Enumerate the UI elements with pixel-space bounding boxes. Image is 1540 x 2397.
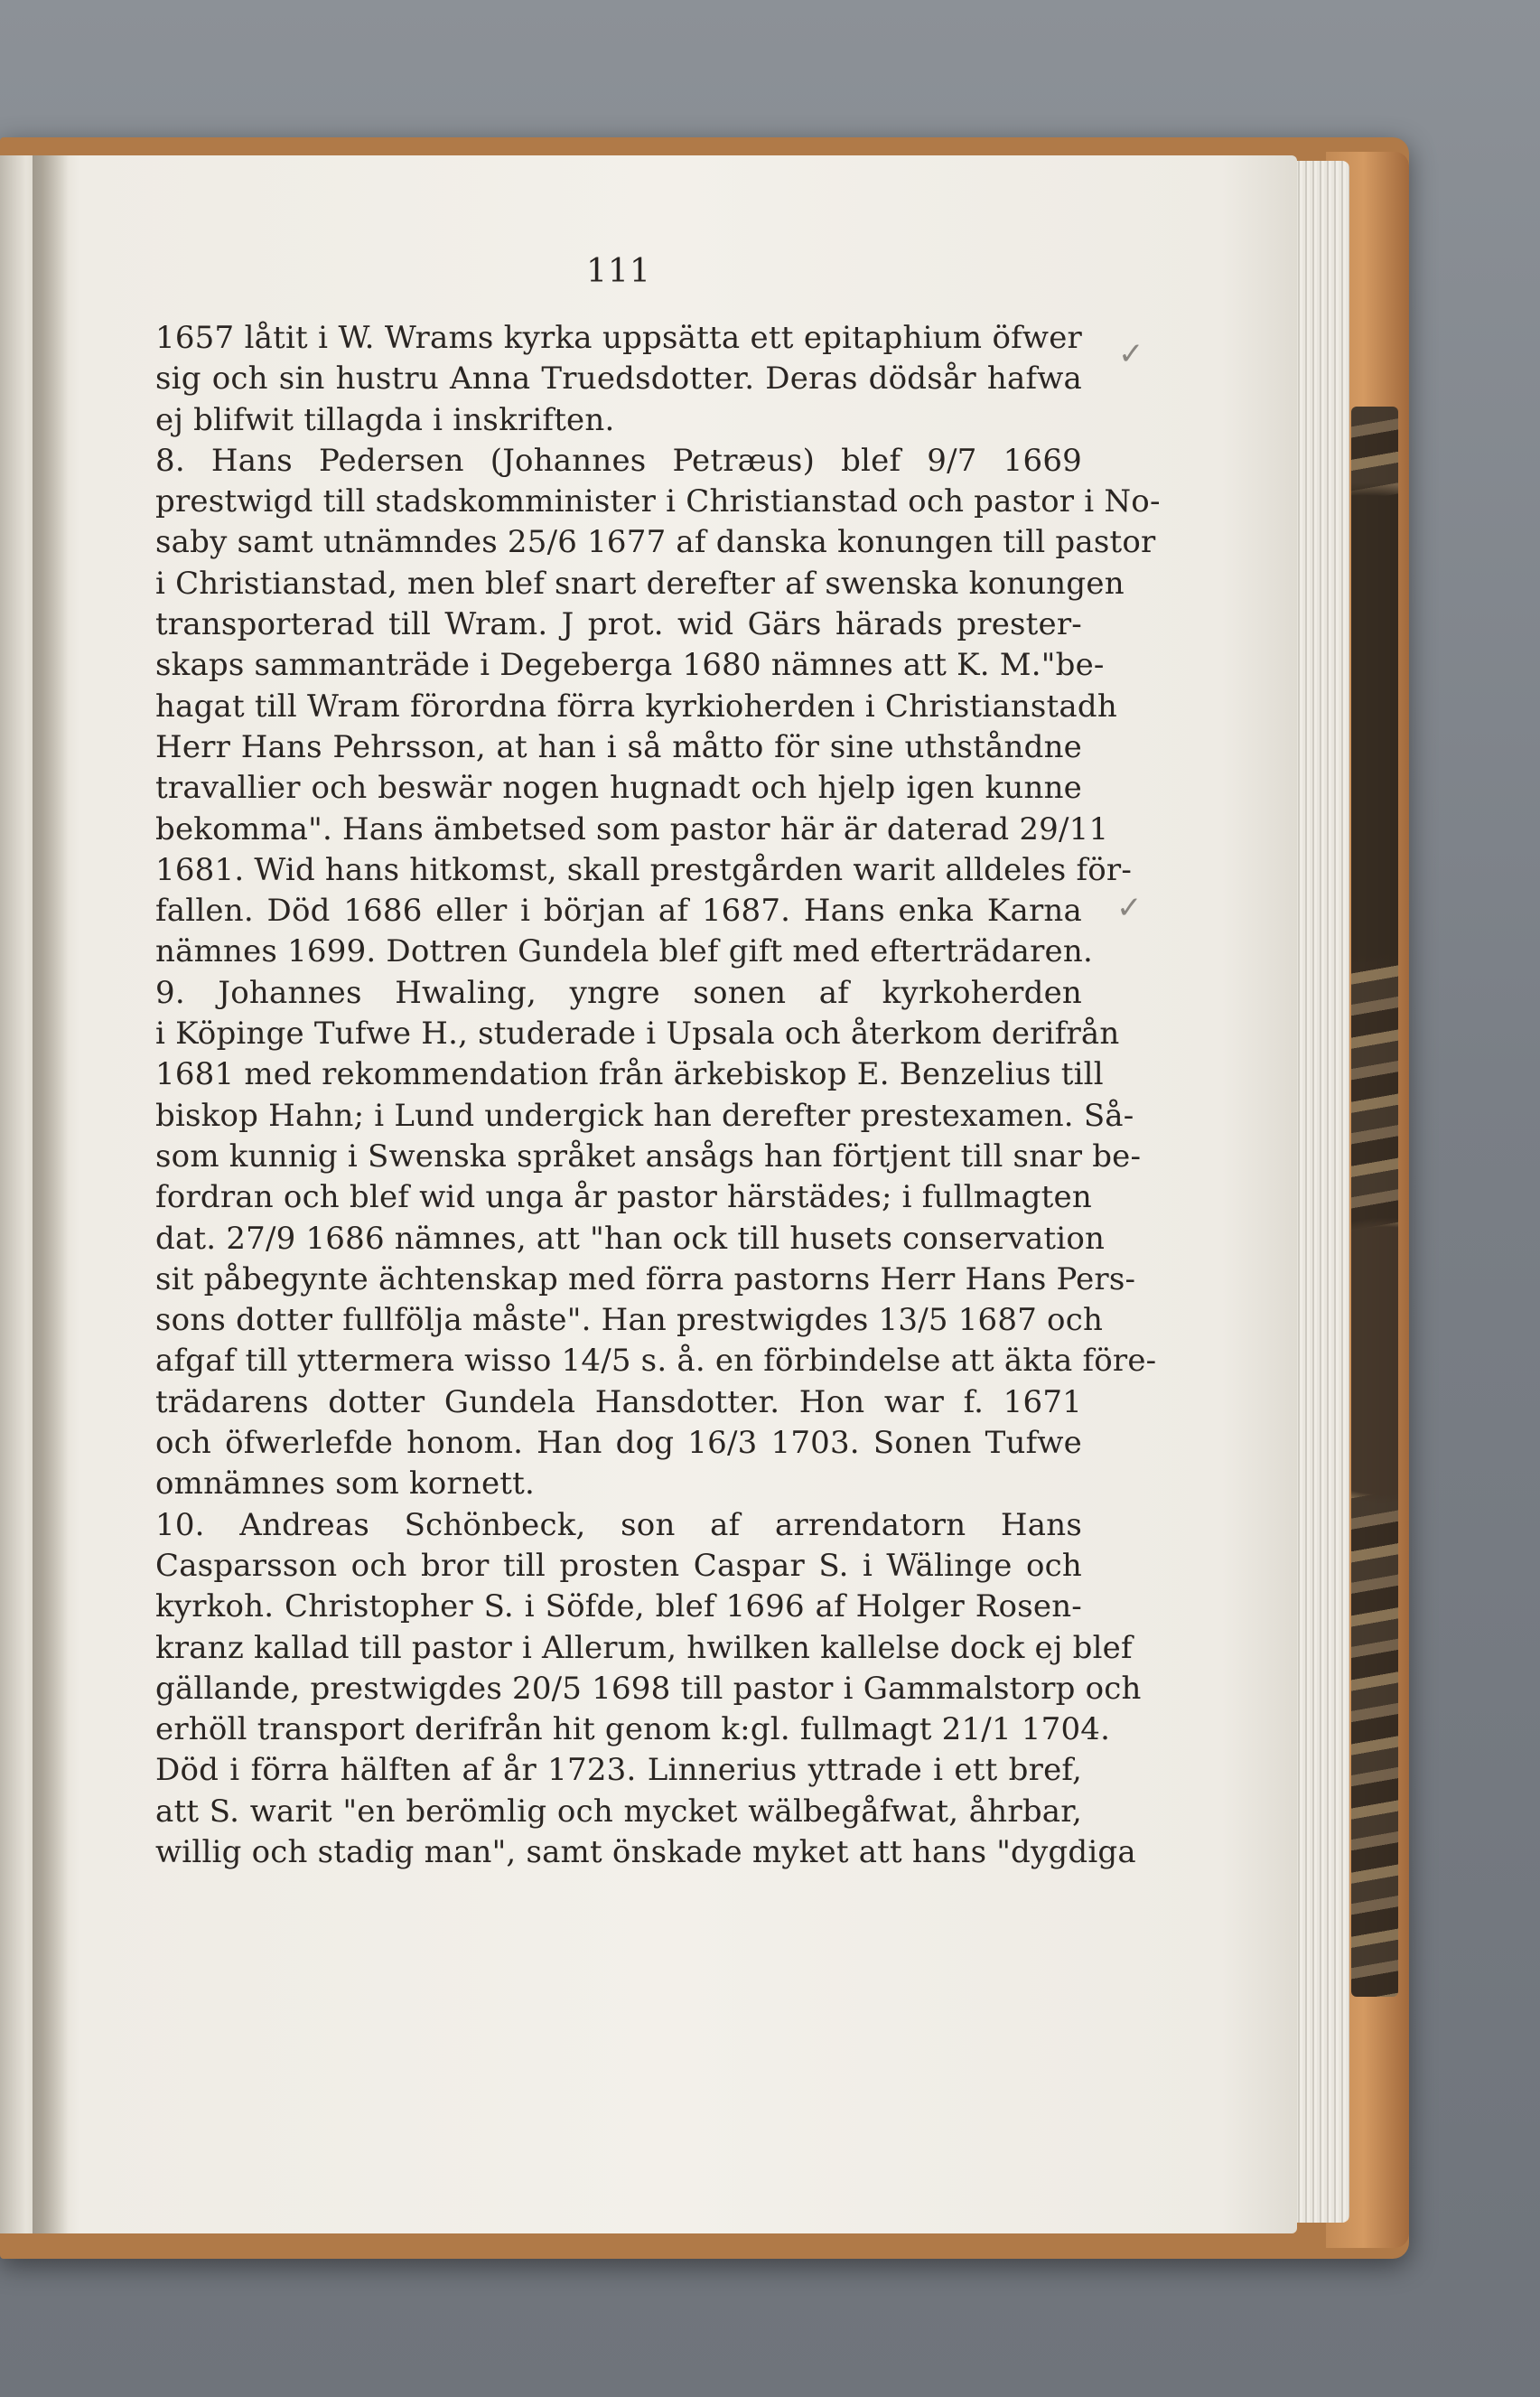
text-line: nämnes 1699. Dottren Gundela blef gift med efterträdaren. bbox=[155, 933, 1093, 970]
spine-shadow bbox=[33, 155, 69, 2233]
text-line: i Christianstad, men blef snart derefter af swenska konungen bbox=[155, 565, 1125, 602]
text-line: saby samt utnämndes 25/6 1677 af danska konungen till pastor bbox=[155, 524, 1156, 561]
text-line: skaps sammanträde i Degeberga 1680 nämnes att K. M."be- bbox=[155, 647, 1105, 684]
text-line: dat. 27/9 1686 nämnes, att "han ock till husets conservation bbox=[155, 1220, 1106, 1257]
text-line: hagat till Wram förordna förra kyrkioherden i Christianstadh bbox=[155, 688, 1117, 725]
text-line: och öfwerlefde honom. Han dog 16/3 1703. Sonen Tufwe bbox=[155, 1425, 1082, 1462]
text-line: prestwigd till stadskomminister i Christianstad och pastor i No- bbox=[155, 483, 1161, 520]
pencil-check-mark: ✓ bbox=[1118, 336, 1144, 372]
text-line: som kunnig i Swenska språket ansågs han förtjent till snar be- bbox=[155, 1138, 1142, 1175]
text-line: 1657 låtit i W. Wrams kyrka uppsätta ett epitaphium öfwer bbox=[155, 320, 1082, 356]
text-line: afgaf till yttermera wisso 14/5 s. å. en förbindelse att äkta före- bbox=[155, 1343, 1157, 1380]
text-line: trädarens dotter Gundela Hansdotter. Hon war f. 1671 bbox=[155, 1383, 1082, 1420]
entry-heading-10: 10. Andreas Schönbeck, son af arrendatorn Hans bbox=[155, 1506, 1082, 1543]
text-line: biskop Hahn; i Lund undergick han derefter prestexamen. Så- bbox=[155, 1097, 1134, 1134]
text-line: Död i förra hälften af år 1723. Linnerius yttrade i ett bref, bbox=[155, 1752, 1082, 1789]
text-line: kranz kallad till pastor i Allerum, hwilken kallelse dock ej blef bbox=[155, 1629, 1133, 1666]
text-line: sit påbegynte ächtenskap med förra pastorns Herr Hans Pers- bbox=[155, 1260, 1136, 1297]
text-line: willig och stadig man", samt önskade myket att hans "dygdiga bbox=[155, 1833, 1136, 1870]
text-line: Casparsson och bror till prosten Caspar S. i Wälinge och bbox=[155, 1547, 1082, 1584]
text-line: erhöll transport derifrån hit genom k:gl. fullmagt 21/1 1704. bbox=[155, 1711, 1111, 1748]
text-line: fordran och blef wid unga år pastor härstädes; i fullmagten bbox=[155, 1179, 1092, 1216]
text-line: bekomma". Hans ämbetsed som pastor här är daterad 29/11 bbox=[155, 810, 1109, 847]
text-line: ej blifwit tillagda i inskriften. bbox=[155, 401, 615, 438]
text-line: fallen. Död 1686 eller i början af 1687. Hans enka Karna bbox=[155, 893, 1082, 930]
text-line: 1681. Wid hans hitkomst, skall prestgården warit alldeles för- bbox=[155, 851, 1133, 888]
text-line: kyrkoh. Christopher S. i Söfde, blef 1696 af Holger Rosen- bbox=[155, 1588, 1082, 1625]
entry-heading-9: 9. Johannes Hwaling, yngre sonen af kyrkoherden bbox=[155, 974, 1082, 1011]
text-line: travallier och beswär nogen hugnadt och hjelp igen kunne bbox=[155, 770, 1082, 807]
text-line: omnämnes som kornett. bbox=[155, 1465, 536, 1503]
text-line: sig och sin hustru Anna Truedsdotter. Deras dödsår hafwa bbox=[155, 360, 1082, 398]
text-line: gällande, prestwigdes 20/5 1698 till pastor i Gammalstorp och bbox=[155, 1670, 1142, 1707]
page-body bbox=[155, 318, 1161, 1873]
marbled-page-edge bbox=[1351, 407, 1398, 1997]
text-line: transporterad till Wram. J prot. wid Gärs härads prester- bbox=[155, 606, 1082, 643]
text-line: i Köpinge Tufwe H., studerade i Upsala och återkom derifrån bbox=[155, 1016, 1120, 1053]
text-line: 1681 med rekommendation från ärkebiskop E. Benzelius till bbox=[155, 1056, 1104, 1093]
entry-heading-8: 8. Hans Pedersen (Johannes Petræus) blef 9/7 1669 bbox=[155, 442, 1082, 479]
text-line: sons dotter fullfölja måste". Han prestwigdes 13/5 1687 och bbox=[155, 1302, 1104, 1339]
text-line: att S. warit "en berömlig och mycket wälbegåfwat, åhrbar, bbox=[155, 1793, 1082, 1830]
page-number: 111 bbox=[586, 253, 651, 290]
pencil-check-mark: ✓ bbox=[1116, 890, 1143, 926]
text-line: Herr Hans Pehrsson, at han i så måtto för sine uthståndne bbox=[155, 728, 1082, 765]
